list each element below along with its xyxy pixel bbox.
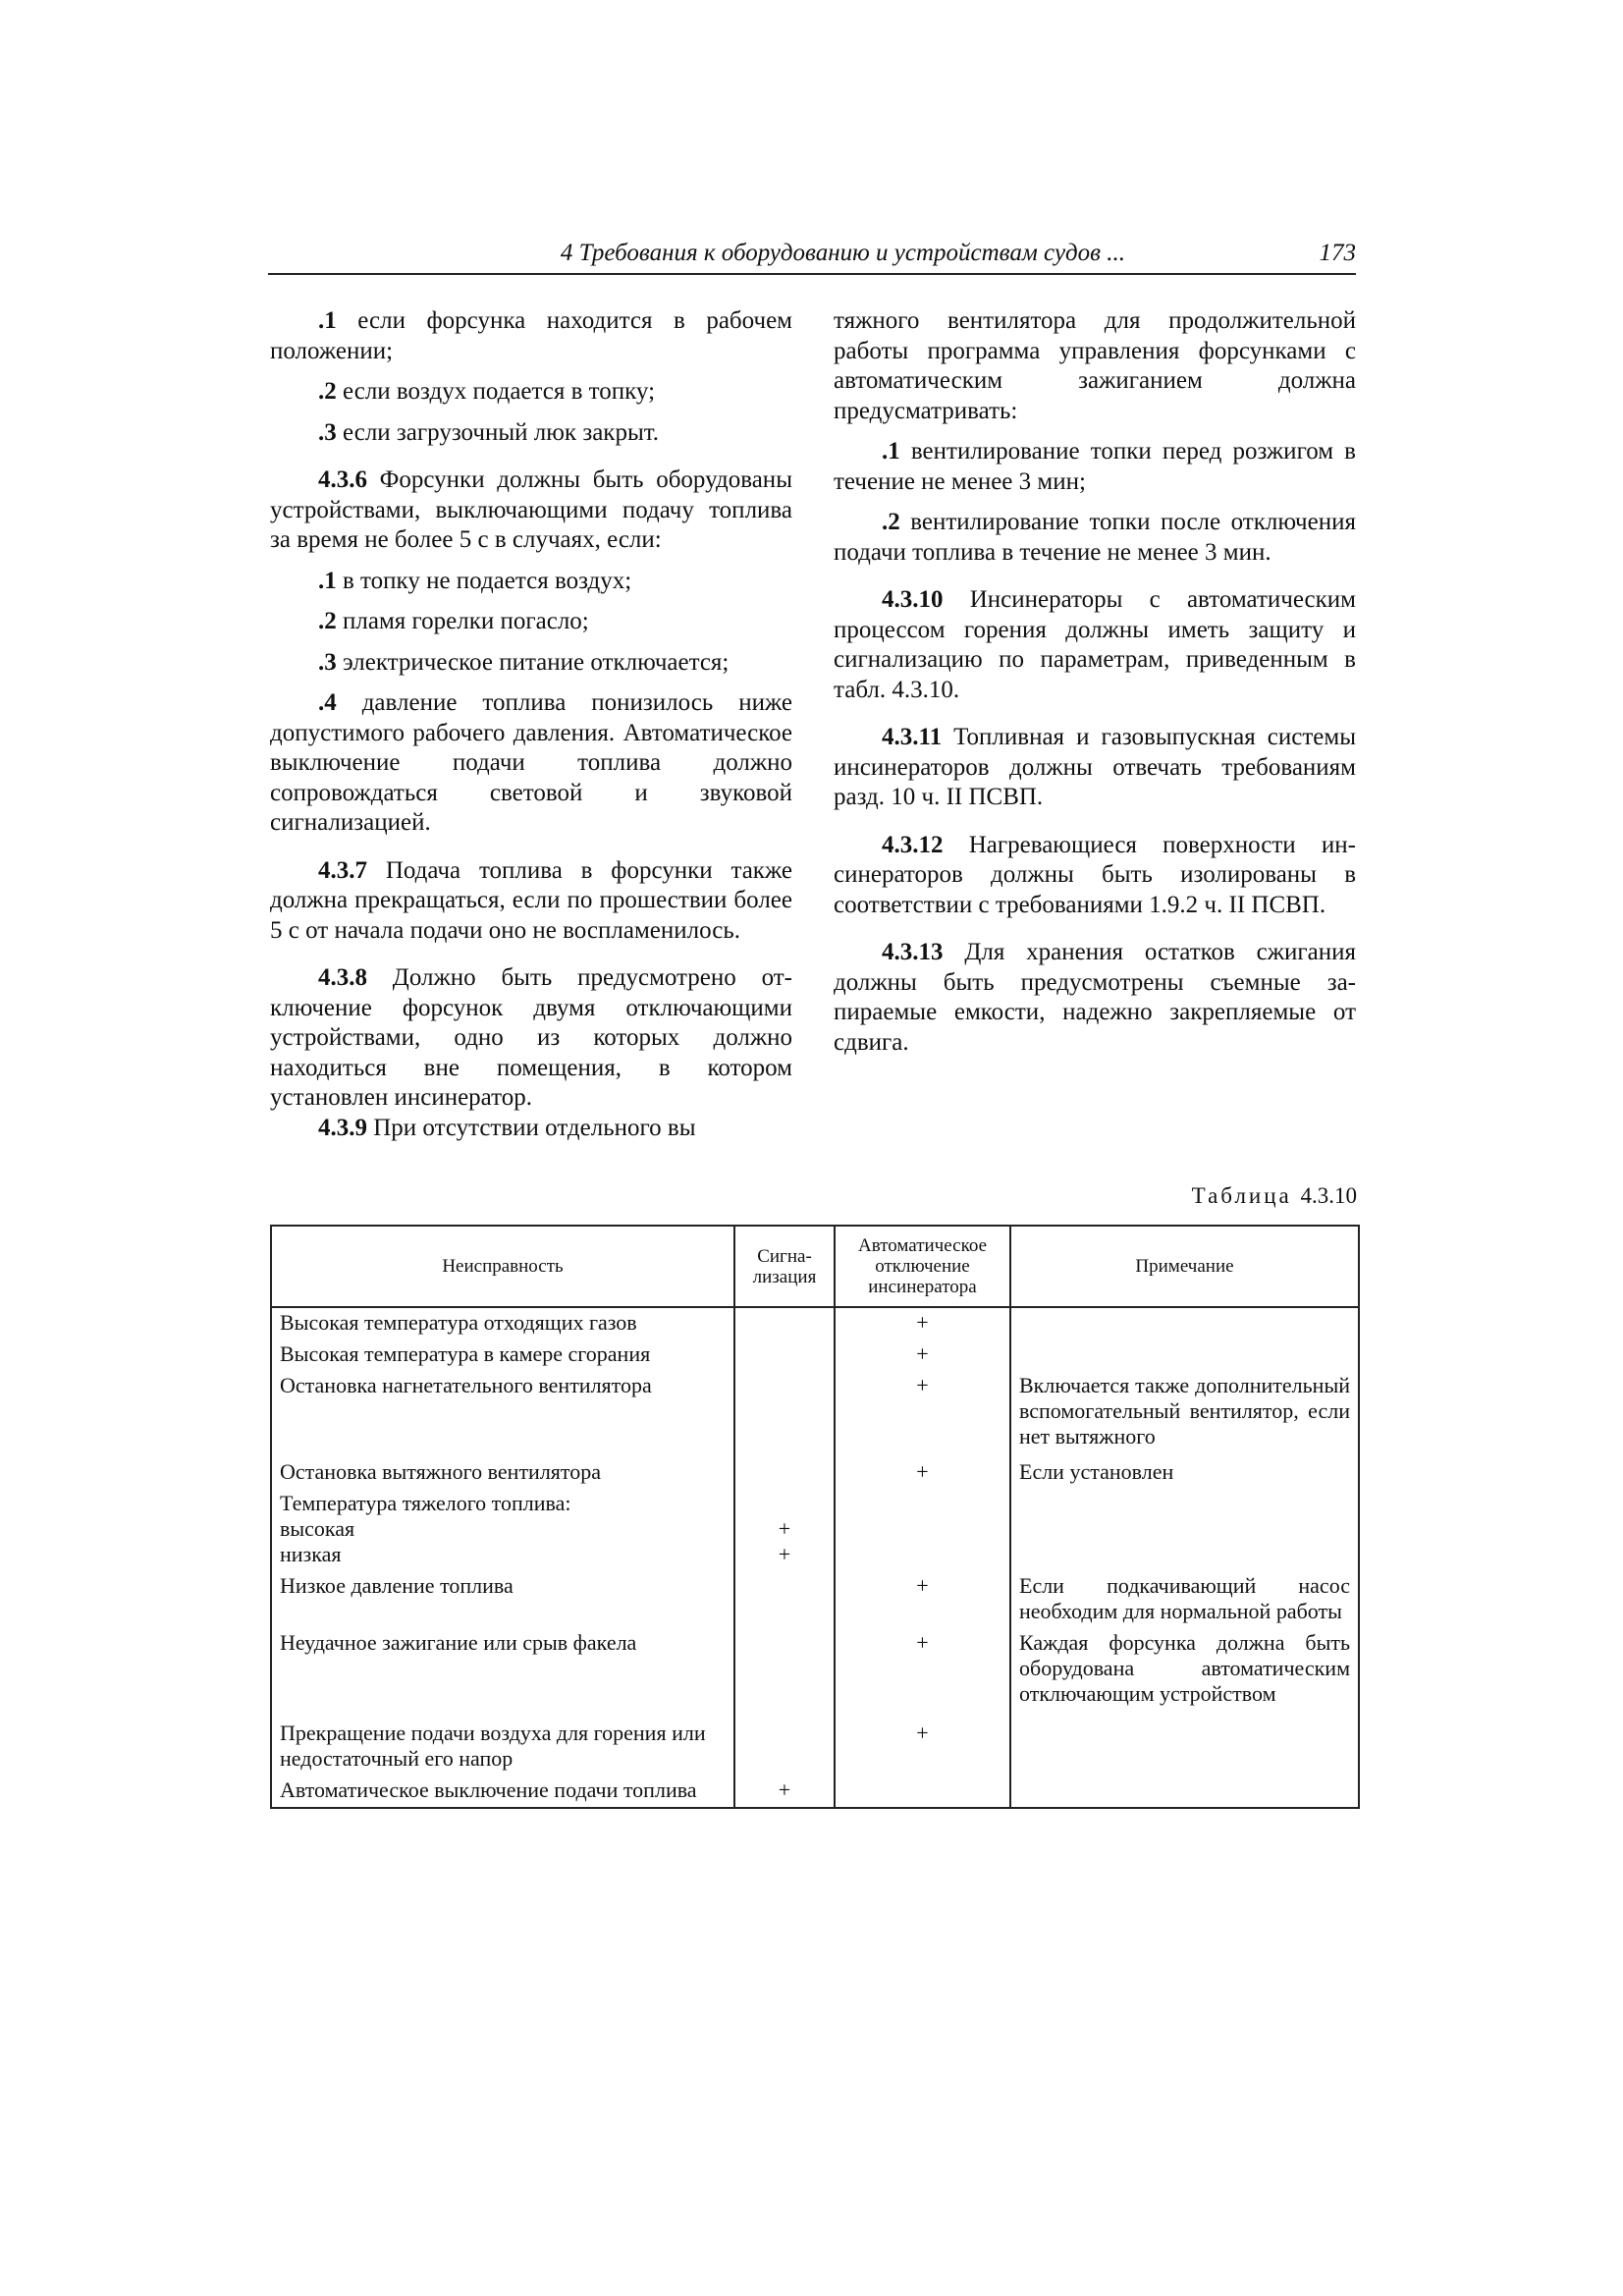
paragraph: [270, 856, 792, 947]
cell-note: [1010, 1542, 1359, 1571]
header-fault: Неисправность: [271, 1226, 734, 1307]
cell-auto-off: +: [835, 1307, 1010, 1339]
paragraph: [834, 938, 1356, 1058]
paragraph-text: давление топлива понизилось ниже допустимого рабочего давления. Автоматическое выключение подачи топлива должно сопровождаться световой и звуковой сигнализацией.: [270, 689, 792, 836]
cell-note: Если установлен: [1010, 1457, 1359, 1489]
table-row: [271, 1542, 1359, 1571]
paragraph-text: вентилирование топки после отключения подачи топлива в течение не менее 3 мин.: [834, 509, 1356, 566]
item-number: .3: [318, 418, 337, 446]
cell-fault: Неудачное зажигание или срыв факела: [271, 1628, 734, 1719]
paragraph: [834, 585, 1356, 705]
item-number: .2: [318, 378, 337, 405]
section-number: 4.3.12: [882, 831, 944, 858]
table-row: [271, 1516, 1359, 1542]
paragraph: [270, 648, 792, 679]
cell-note: [1010, 1307, 1359, 1339]
cell-fault: Автоматическое выключение подачи топлива: [271, 1776, 734, 1808]
paragraph: [270, 963, 792, 1114]
cell-fault: Остановка вытяжного вентилятора: [271, 1457, 734, 1489]
table-row: [271, 1628, 1359, 1719]
section-number: 4.3.10: [882, 586, 944, 613]
cell-fault: Прекращение подачи воздуха для горения или недостаточный его напор: [271, 1719, 734, 1776]
paragraph: [270, 306, 792, 366]
page-number: 173: [1319, 240, 1356, 266]
cell-auto-off: [835, 1542, 1010, 1571]
cell-auto-off: [835, 1489, 1010, 1516]
running-title: 4 Требования к оборудованию и устройствам судов ...: [560, 240, 1125, 266]
paragraph-text: если загрузочный люк закрыт.: [336, 418, 660, 446]
section-number: 4.3.9: [318, 1114, 367, 1141]
table-caption-number: 4.3.10: [1300, 1183, 1357, 1208]
paragraph-text: если воздух подается в топку;: [336, 378, 656, 405]
paragraph-text: пламя горелки погасло;: [336, 608, 589, 634]
cell-signal: +: [734, 1516, 835, 1542]
cell-fault: Низкое давление топлива: [271, 1571, 734, 1628]
cell-note: [1010, 1776, 1359, 1808]
paragraph: [834, 831, 1356, 921]
paragraph-text: вентилирование топки перед розжигом в течение не менее 3 мин;: [834, 438, 1356, 495]
cell-signal: [734, 1571, 835, 1628]
paragraph-text: электрическое питание отключается;: [336, 648, 730, 676]
paragraph-text: Инсинераторы с автоматическим процессом горения должны иметь защиту и сигнализацию по параметрам, приведенным в табл. 4.3.10.: [834, 586, 1356, 703]
cell-auto-off: [835, 1776, 1010, 1808]
paragraph-text: Подача топлива в форсунки также должна прекращаться, если по прошествии более 5 с от начала подачи оно не воспламенилось.: [270, 856, 792, 944]
paragraph: [834, 508, 1356, 568]
section-number: 4.3.7: [318, 856, 367, 884]
item-number: .1: [318, 567, 337, 594]
cell-note: Каждая форсунка должна быть оборудована автоматическим отключающим устройством: [1010, 1628, 1359, 1719]
table-row: [271, 1489, 1359, 1516]
table-row: [271, 1719, 1359, 1776]
cell-signal: [734, 1371, 835, 1457]
cell-signal: +: [734, 1542, 835, 1571]
paragraph: [834, 306, 1356, 426]
section-number: 4.3.13: [882, 939, 944, 965]
header-auto-off: Автоматическое отключение инсинератора: [835, 1226, 1010, 1307]
cell-signal: +: [734, 1776, 835, 1808]
table-caption-word: Таблица: [1191, 1183, 1292, 1208]
right-column: [834, 306, 1356, 1058]
cell-note: Включается также дополнительный вспомогательный вентилятор, если нет вытяжного: [1010, 1371, 1359, 1457]
faults-table: [270, 1225, 1360, 1809]
paragraph: [270, 418, 792, 449]
item-number: .1: [318, 307, 337, 334]
section-number: 4.3.6: [318, 466, 367, 493]
cell-fault: Высокая температура отходящих газов: [271, 1307, 734, 1339]
item-number: .3: [318, 648, 337, 676]
item-number: .2: [318, 608, 337, 634]
item-number: .4: [318, 689, 337, 716]
paragraph: [834, 723, 1356, 813]
cell-fault: низкая: [271, 1542, 734, 1571]
cell-note: [1010, 1339, 1359, 1371]
cell-note: [1010, 1489, 1359, 1516]
cell-fault: Остановка нагнетательного вентилятора: [271, 1371, 734, 1457]
paragraph: [270, 607, 792, 637]
section-number: 4.3.8: [318, 964, 367, 991]
cell-fault: Высокая температура в камере сгорания: [271, 1339, 734, 1371]
paragraph-text: в топку не подается воздух;: [336, 567, 632, 594]
paragraph: [270, 567, 792, 597]
cell-signal: [734, 1719, 835, 1776]
header-signal: Сигнализация: [734, 1226, 835, 1307]
cell-auto-off: +: [835, 1571, 1010, 1628]
cell-signal: [734, 1457, 835, 1489]
cell-auto-off: +: [835, 1719, 1010, 1776]
cell-signal: [734, 1339, 835, 1371]
paragraph: [270, 377, 792, 408]
page-header: [268, 240, 1356, 275]
paragraph-text: Топливная и газовыпускная системы инсинераторов должны отвечать требованиям разд. 10 ч. II ПСВП.: [834, 724, 1356, 810]
section-number: 4.3.11: [882, 724, 943, 750]
item-number: .2: [882, 509, 900, 535]
cell-auto-off: +: [835, 1628, 1010, 1719]
paragraph-text: Для хранения остатков сжигания должны быть предусмотрены съемные запираемые емкости, надежно закрепляемые от сдвига.: [834, 939, 1356, 1056]
item-number: .1: [882, 438, 900, 465]
cell-auto-off: +: [835, 1457, 1010, 1489]
cell-fault: высокая: [271, 1516, 734, 1542]
cell-note: [1010, 1719, 1359, 1776]
left-column: [270, 306, 792, 1143]
cell-auto-off: +: [835, 1371, 1010, 1457]
table-row: [271, 1307, 1359, 1339]
paragraph: [834, 437, 1356, 497]
cell-auto-off: [835, 1516, 1010, 1542]
table-row: [271, 1339, 1359, 1371]
cell-signal: [734, 1489, 835, 1516]
paragraph-text: Должно быть предусмотрено отключение форсунок двумя отключающими устройствами, одно из которых должно находиться вне помещения, в котором установлен инсинератор.: [270, 964, 792, 1111]
paragraph-text: если форсунка находится в рабочем положении;: [270, 307, 792, 364]
table-header-row: [271, 1226, 1359, 1307]
table-row: [271, 1571, 1359, 1628]
header-note: Примечание: [1010, 1226, 1359, 1307]
paragraph-text: Форсунки должны быть оборудованы устройствами, выключающими подачу топлива за время не более 5 с в случаях, если:: [270, 466, 792, 553]
cell-signal: [734, 1628, 835, 1719]
table-row: [271, 1371, 1359, 1457]
cell-signal: [734, 1307, 835, 1339]
cell-note: [1010, 1516, 1359, 1542]
paragraph-text: Нагревающиеся поверхности инсинераторов должны быть изолированы в соответствии с требованиями 1.9.2 ч. II ПСВП.: [834, 831, 1356, 918]
paragraph-text: тяжного вентилятора для продолжительной работы программа управления форсунками с автоматическим зажиганием должна предусматривать:: [834, 307, 1356, 424]
table-row: [271, 1457, 1359, 1489]
cell-auto-off: +: [835, 1339, 1010, 1371]
paragraph: [270, 465, 792, 556]
paragraph-text: При отсутствии отдельного вы: [367, 1114, 696, 1141]
cell-fault: Температура тяжелого топлива:: [271, 1489, 734, 1516]
paragraph: [270, 1114, 792, 1144]
cell-note: Если подкачивающий насос необходим для нормальной работы: [1010, 1571, 1359, 1628]
table-caption: [1041, 1183, 1357, 1209]
paragraph: [270, 688, 792, 839]
table-row: [271, 1776, 1359, 1808]
